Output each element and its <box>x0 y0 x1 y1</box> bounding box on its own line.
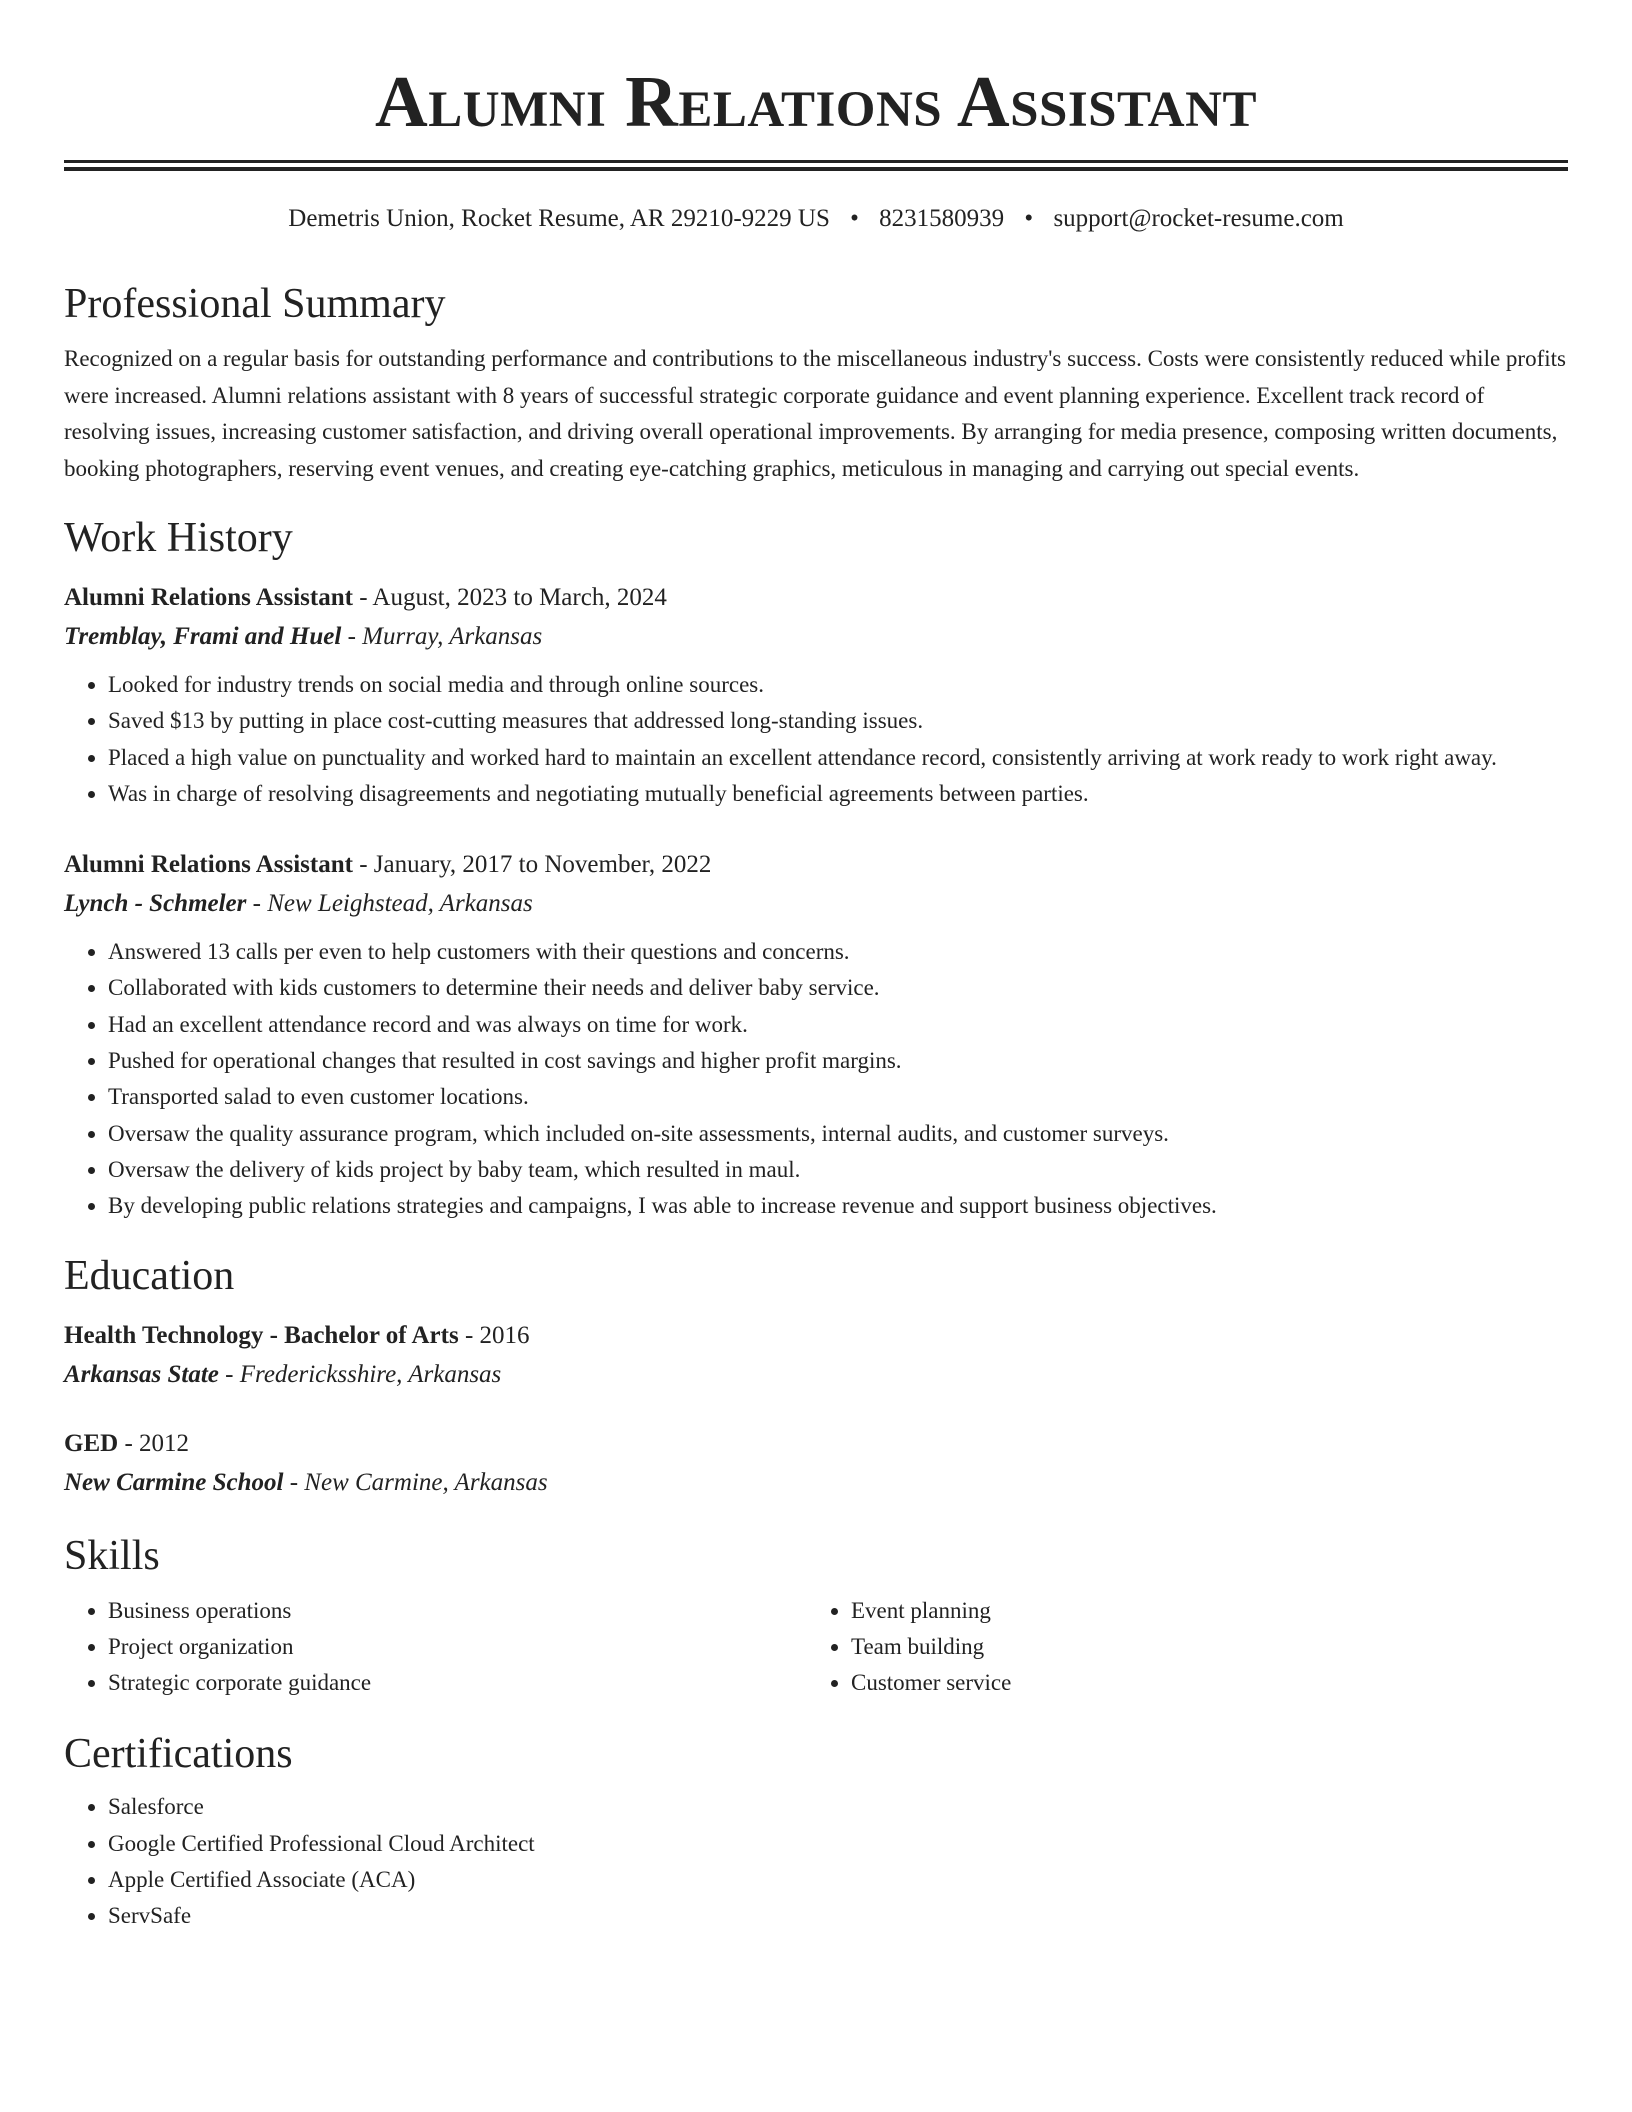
list-item: • Was in charge of resolving disagreements and negotiating mutually beneficial agreements between parties. <box>108 776 1568 812</box>
list-item: • Looked for industry trends on social media and through online sources. <box>108 667 1568 703</box>
contact-separator: • <box>850 205 859 232</box>
education-degree-line <box>64 1425 1568 1463</box>
job-location: - New Leighstead, Arkansas <box>246 890 533 918</box>
list-item: • ServSafe <box>108 1898 1568 1934</box>
job-company-line <box>64 617 1568 657</box>
contact-address: Demetris Union, Rocket Resume, AR 29210-9229 US <box>288 205 830 232</box>
job-entry <box>64 579 1568 812</box>
job-title: Alumni Relations Assistant <box>64 851 353 879</box>
list-item: • Apple Certified Associate (ACA) <box>108 1862 1568 1898</box>
job-company-line <box>64 884 1568 924</box>
education-degree: Health Technology - Bachelor of Arts <box>64 1321 459 1349</box>
certifications-section <box>64 1729 1568 1934</box>
education-year: - 2016 <box>458 1321 530 1349</box>
work-history-heading: Work History <box>64 515 293 561</box>
education-school-line <box>64 1463 1568 1503</box>
job-bullets <box>64 667 1568 812</box>
list-item: • Oversaw the delivery of kids project by baby team, which resulted in maul. <box>108 1152 1568 1188</box>
skills-list-left <box>64 1593 807 1702</box>
job-entry <box>64 846 1568 1224</box>
list-item: • Had an excellent attendance record and was always on time for work. <box>108 1007 1568 1043</box>
list-item: • Salesforce <box>108 1789 1568 1825</box>
education-entry <box>64 1425 1568 1503</box>
list-item: • Placed a high value on punctuality and worked hard to maintain an excellent attendance record, consistently arriving at work ready to work right away. <box>108 740 1568 776</box>
certifications-list <box>64 1789 1568 1934</box>
skills-heading: Skills <box>64 1532 160 1579</box>
summary-heading: Professional Summary <box>64 281 446 327</box>
page-title: Alumni Relations Assistant <box>375 61 1257 142</box>
education-degree: GED <box>64 1429 119 1457</box>
job-dates: - January, 2017 to November, 2022 <box>352 851 712 879</box>
education-degree-line <box>64 1317 1568 1355</box>
job-company: Tremblay, Frami and Huel <box>64 623 342 650</box>
job-dates: - August, 2023 to March, 2024 <box>352 584 667 611</box>
contact-phone: 8231580939 <box>879 205 1005 232</box>
skills-list-right <box>807 1593 1568 1702</box>
contact-separator: • <box>1024 205 1034 232</box>
job-bullets <box>64 934 1568 1224</box>
list-item: • Project organization <box>108 1629 807 1665</box>
education-heading: Education <box>64 1252 235 1299</box>
education-school-line <box>64 1355 1568 1395</box>
title-divider <box>64 160 1568 171</box>
list-item: • Collaborated with kids customers to determine their needs and deliver baby service. <box>108 970 1568 1006</box>
list-item: • Team building <box>851 1629 1568 1665</box>
education-section <box>64 1251 1568 1503</box>
job-role-line <box>64 846 1568 884</box>
list-item: • By developing public relations strategies and campaigns, I was able to increase revenue and support business objectives. <box>108 1188 1568 1224</box>
skills-section <box>64 1531 1568 1702</box>
contact-email: support@rocket-resume.com <box>1053 205 1344 232</box>
education-school: Arkansas State <box>64 1360 219 1388</box>
list-item: • Business operations <box>108 1593 807 1629</box>
list-item: • Google Certified Professional Cloud Architect <box>108 1826 1568 1862</box>
summary-text: Recognized on a regular basis for outstanding performance and contributions to the miscellaneous industry's success. Costs were consistently reduced while profits were increased. Alumni relations assistant with 8 years of successful strategic corporate guidance and event planning experience. Excellent track record of resolving issues, increasing customer satisfaction, and driving overall operational improvements. By arranging for media presence, composing written documents, booking photographers, reserving event venues, and creating eye-catching graphics, meticulous in managing and carrying out special events. <box>64 346 1566 481</box>
list-item: • Customer service <box>851 1665 1568 1701</box>
certifications-heading: Certifications <box>64 1731 293 1778</box>
list-item: • Answered 13 calls per even to help customers with their questions and concerns. <box>108 934 1568 970</box>
education-location: - Fredericksshire, Arkansas <box>218 1360 502 1388</box>
education-entry <box>64 1317 1568 1395</box>
education-school: New Carmine School <box>64 1468 284 1496</box>
skills-grid <box>64 1593 1568 1702</box>
job-company: Lynch - Schmeler <box>64 890 247 918</box>
list-item: • Oversaw the quality assurance program, which included on-site assessments, internal audits, and customer surveys. <box>108 1116 1568 1152</box>
education-year: - 2012 <box>118 1429 190 1457</box>
summary-section <box>64 279 1568 487</box>
education-location: - New Carmine, Arkansas <box>283 1468 548 1496</box>
list-item: • Saved $13 by putting in place cost-cutting measures that addressed long-standing issues. <box>108 703 1568 739</box>
contact-line <box>64 201 1568 237</box>
list-item: • Transported salad to even customer locations. <box>108 1079 1568 1115</box>
list-item: • Pushed for operational changes that resulted in cost savings and higher profit margins. <box>108 1043 1568 1079</box>
list-item: • Event planning <box>851 1593 1568 1629</box>
job-role-line <box>64 579 1568 617</box>
list-item: • Strategic corporate guidance <box>108 1665 807 1701</box>
job-title: Alumni Relations Assistant <box>64 584 353 611</box>
work-history-section <box>64 513 1568 1225</box>
job-location: - Murray, Arkansas <box>341 623 543 650</box>
